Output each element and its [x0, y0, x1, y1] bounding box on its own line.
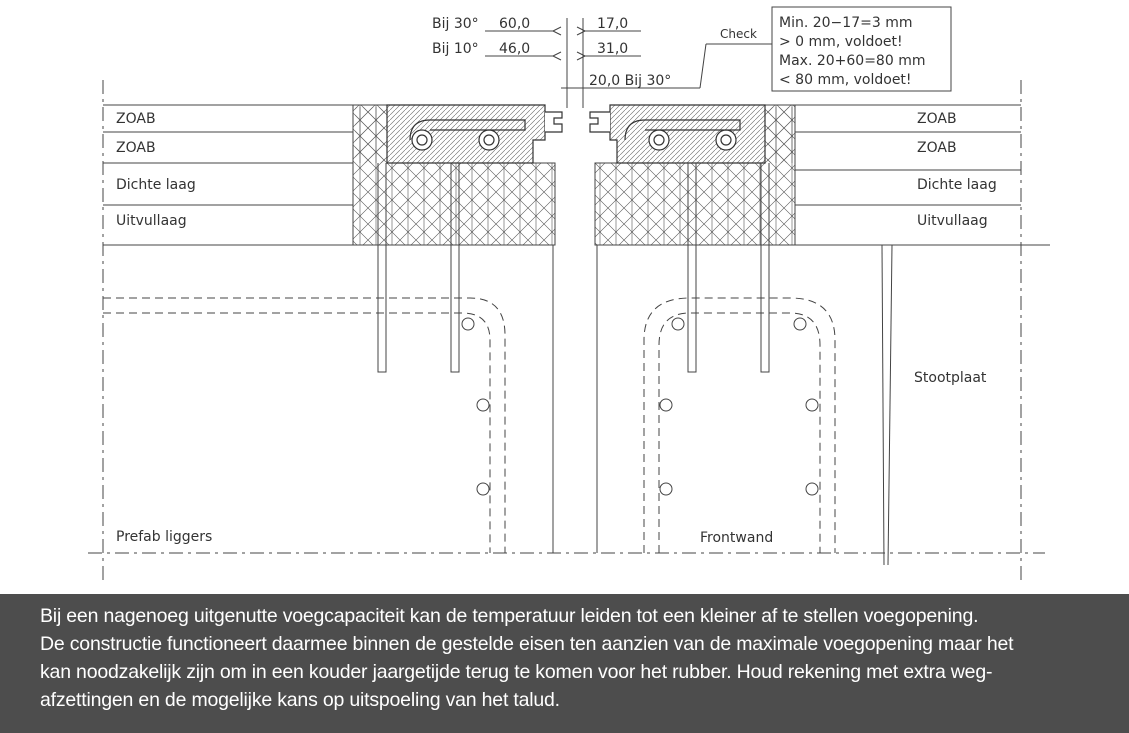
- check-line-1: Min. 20−17=3 mm: [779, 15, 913, 31]
- caption-bar: [0, 594, 1129, 733]
- dim-bij10-left: 46,0: [499, 41, 531, 57]
- layer-left-zoab-1: ZOAB: [116, 111, 156, 127]
- check-line-4: < 80 mm, voldoet!: [779, 72, 912, 88]
- dim-bij30-right: 17,0: [597, 16, 629, 32]
- dim-bij30-label: Bij 30°: [432, 16, 479, 32]
- label-frontwand: Frontwand: [700, 530, 774, 546]
- layer-left-uitvullaag: Uitvullaag: [116, 213, 187, 229]
- caption-line-3: kan noodzakelijk zijn om in een kouder jaargetijde terug te komen voor het rubber. Houd rekening met extra weg-: [40, 661, 993, 683]
- dim-bij10-label: Bij 10°: [432, 41, 479, 57]
- label-prefab-liggers: Prefab liggers: [116, 529, 213, 545]
- layer-right-zoab-1: ZOAB: [917, 111, 957, 127]
- check-line-2: > 0 mm, voldoet!: [779, 34, 903, 50]
- label-stootplaat: Stootplaat: [914, 370, 987, 386]
- caption-line-1: Bij een nagenoeg uitgenutte voegcapaciteit kan de temperatuur leiden tot een kleiner af te stellen voegopening.: [40, 605, 979, 627]
- check-label: Check: [720, 27, 757, 41]
- layer-right-uitvullaag: Uitvullaag: [917, 213, 988, 229]
- caption-line-4: afzettingen en de mogelijke kans op uitspoeling van het talud.: [40, 689, 560, 711]
- layer-right-zoab-2: ZOAB: [917, 140, 957, 156]
- dim-bij10-right: 31,0: [597, 41, 629, 57]
- caption-line-2: De constructie functioneert daarmee binnen de gestelde eisen ten aanzien van de maximale voegopening maar het: [40, 633, 1014, 655]
- dim-bij30-left: 60,0: [499, 16, 531, 32]
- layer-right-dichte-laag: Dichte laag: [917, 177, 997, 193]
- layer-left-dichte-laag: Dichte laag: [116, 177, 196, 193]
- layer-left-zoab-2: ZOAB: [116, 140, 156, 156]
- check-line-3: Max. 20+60=80 mm: [779, 53, 926, 69]
- dim-gap-label: 20,0 Bij 30°: [589, 73, 672, 89]
